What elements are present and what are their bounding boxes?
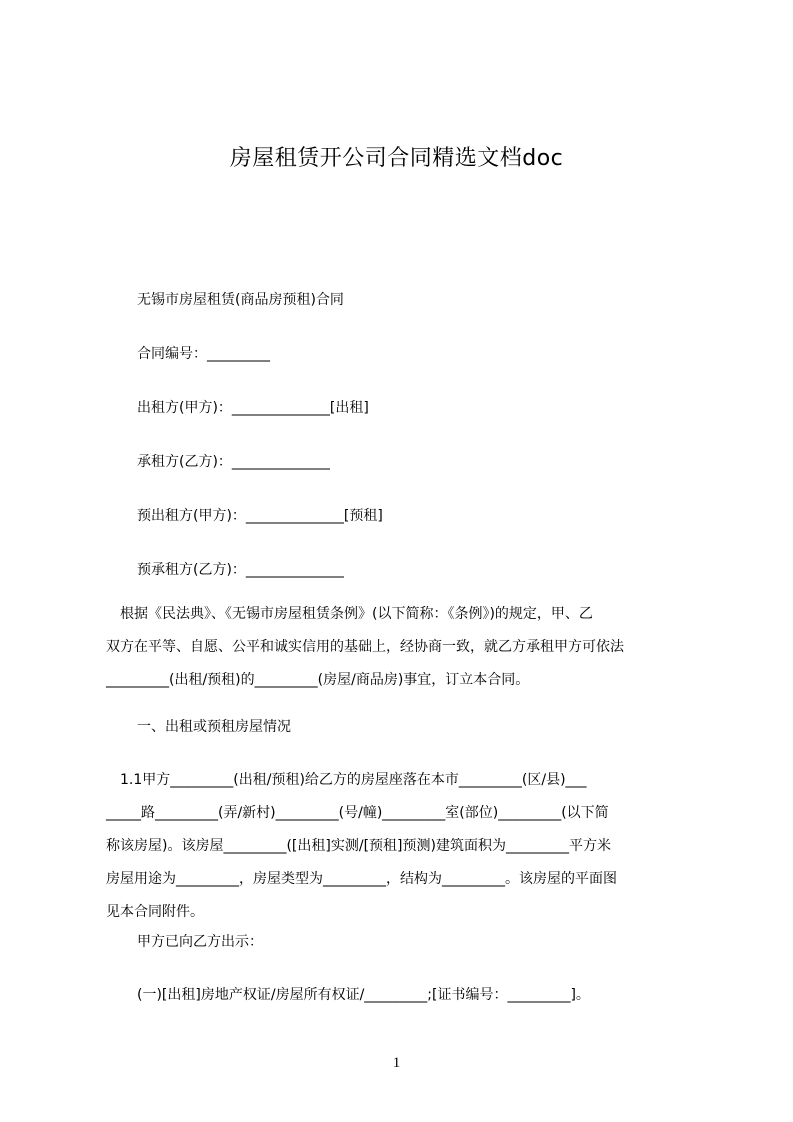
preamble-line: 双方在平等、自愿、公平和诚实信用的基础上，经协商一致，就乙方承租甲方可依法 bbox=[106, 639, 624, 655]
contract-number-line: 合同编号：_________ bbox=[137, 346, 270, 362]
pre-lessor-line: 预出租方(甲方)：______________[预租] bbox=[137, 508, 383, 524]
contract-name: 无锡市房屋租赁(商品房预租)合同 bbox=[137, 292, 344, 308]
document-title: 房屋租赁开公司合同精选文档doc bbox=[229, 146, 564, 171]
page-number: 1 bbox=[392, 1055, 401, 1071]
shown-to-lessee-line: 甲方已向乙方出示： bbox=[137, 934, 263, 950]
certificate-item-line: (一)[出租]房地产权证/房屋所有权证/_________;[证书编号：_________]。 bbox=[137, 987, 590, 1003]
clause-line: _____路_________(弄/新村)_________(号/幢)_________室(部位)_________(以下简 bbox=[106, 805, 609, 821]
clause-line: 1.1甲方_________(出租/预租)给乙方的房屋座落在本市_________(区/县)___ bbox=[106, 772, 587, 788]
clause-line: 称该房屋)。该房屋_________([出租]实测/[预租]预测)建筑面积为_________平方米 bbox=[106, 838, 611, 854]
clause-1-1-paragraph bbox=[106, 764, 700, 929]
pre-lessee-line: 预承租方(乙方)：______________ bbox=[137, 562, 344, 578]
clause-line: 房屋用途为_________，房屋类型为_________，结构为_________。该房屋的平面图 bbox=[106, 871, 617, 887]
preamble-paragraph bbox=[106, 598, 700, 697]
lessee-line: 承租方(乙方)：______________ bbox=[137, 454, 330, 470]
preamble-line: 根据《民法典》、《无锡市房屋租赁条例》(以下简称：《条例》)的规定，甲、乙 bbox=[106, 606, 593, 622]
clause-line: 见本合同附件。 bbox=[106, 904, 204, 920]
section-heading: 一、出租或预租房屋情况 bbox=[137, 719, 291, 735]
preamble-line: _________(出租/预租)的_________(房屋/商品房)事宜，订立本合同。 bbox=[106, 672, 530, 688]
lessor-line: 出租方(甲方)：______________[出租] bbox=[137, 400, 369, 416]
